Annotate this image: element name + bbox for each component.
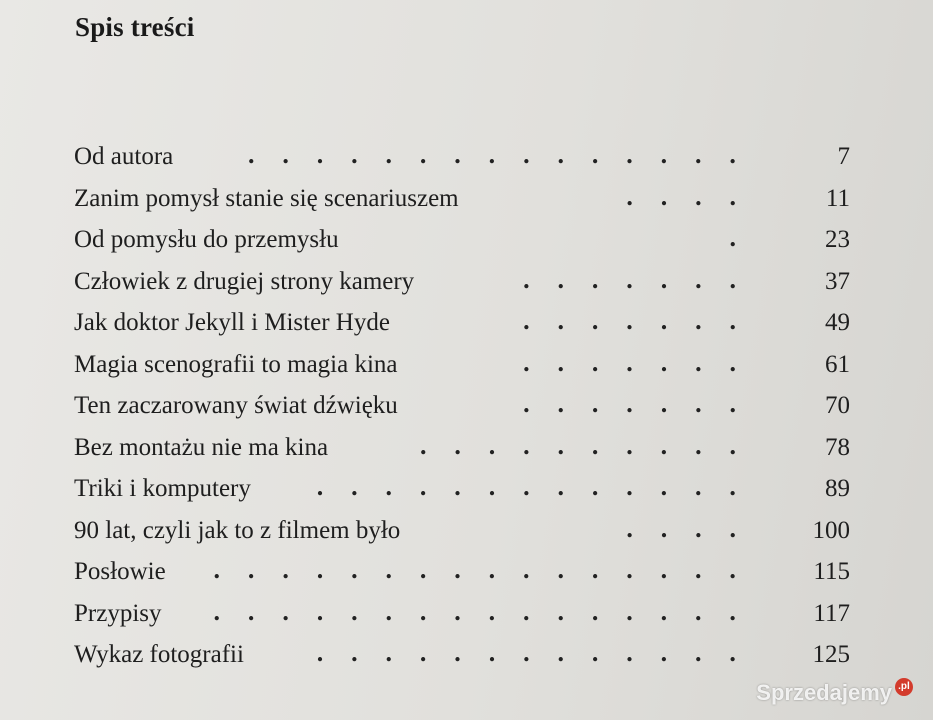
toc-leader-dots: . . . . . . . . . . . . .	[316, 638, 736, 667]
toc-entry-page: 37	[825, 267, 850, 295]
toc-entry-page: 49	[825, 309, 850, 336]
toc-entry-page: 89	[825, 475, 850, 502]
toc-entry-page: 125	[812, 641, 850, 668]
toc-leader-dots: . . . . . . .	[523, 306, 736, 335]
toc-entry-page: 23	[825, 226, 850, 253]
toc-leader-dots: . . . . . . .	[523, 264, 736, 294]
toc-entry	[74, 344, 850, 386]
toc-entry-page: 7	[837, 143, 850, 170]
toc-list	[74, 136, 850, 676]
toc-leader-dots: . . . . . . . . . .	[419, 430, 736, 460]
toc-entry	[74, 634, 850, 676]
toc-leader-dots: . . . . . . . . . . . . . . . .	[213, 555, 736, 584]
toc-entry-page: 61	[825, 350, 850, 378]
toc-entry	[74, 136, 850, 178]
toc-entry	[74, 427, 850, 469]
toc-entry-page: 70	[825, 392, 850, 419]
toc-entry	[74, 178, 850, 220]
toc-entry-title: Przypisy	[74, 599, 162, 627]
toc-entry	[74, 510, 850, 552]
toc-leader-dots: . . . . . . . . . . . . . . .	[247, 140, 736, 169]
toc-entry-title: Posłowie	[74, 558, 166, 585]
watermark-text: Sprzedajemy	[756, 680, 892, 705]
toc-entry	[74, 551, 850, 593]
watermark-badge: .pl	[895, 678, 913, 696]
toc-entry-title: Magia scenografii to magia kina	[74, 350, 398, 378]
toc-entry-page: 11	[825, 184, 850, 212]
toc-entry	[74, 261, 850, 303]
toc-entry-page: 117	[813, 599, 850, 627]
toc-leader-dots: . . . . . . .	[523, 347, 736, 377]
toc-entry-title: Od autora	[74, 143, 174, 170]
toc-entry-page: 115	[813, 558, 850, 585]
toc-leader-dots: . . . . . . . . . . . . . . . .	[213, 596, 736, 626]
toc-entry	[74, 302, 850, 344]
toc-entry-page: 100	[812, 516, 850, 544]
toc-entry	[74, 593, 850, 635]
toc-entry-title: 90 lat, czyli jak to z filmem było	[74, 516, 401, 544]
toc-entry-title: Zanim pomysł stanie się scenariuszem	[74, 184, 459, 212]
toc-entry-title: Człowiek z drugiej strony kamery	[74, 267, 415, 295]
toc-entry-title: Bez montażu nie ma kina	[74, 433, 329, 461]
toc-entry-title: Wykaz fotografii	[74, 641, 244, 668]
watermark-logo	[756, 680, 913, 706]
toc-entry-title: Ten zaczarowany świat dźwięku	[74, 392, 398, 419]
toc-entry-page: 78	[825, 433, 850, 461]
toc-entry-title: Triki i komputery	[74, 475, 251, 502]
toc-entry	[74, 219, 850, 261]
toc-leader-dots: .	[729, 223, 737, 252]
toc-heading: Spis treści	[75, 12, 195, 42]
toc-entry-title: Od pomysłu do przemysłu	[74, 226, 339, 253]
toc-entry	[74, 385, 850, 427]
toc-leader-dots: . . . .	[626, 181, 736, 211]
toc-leader-dots: . . . .	[626, 513, 736, 543]
toc-leader-dots: . . . . . . . . . . . . .	[316, 472, 736, 501]
toc-leader-dots: . . . . . . .	[523, 389, 736, 418]
toc-entry-title: Jak doktor Jekyll i Mister Hyde	[74, 309, 390, 336]
toc-entry	[74, 468, 850, 510]
